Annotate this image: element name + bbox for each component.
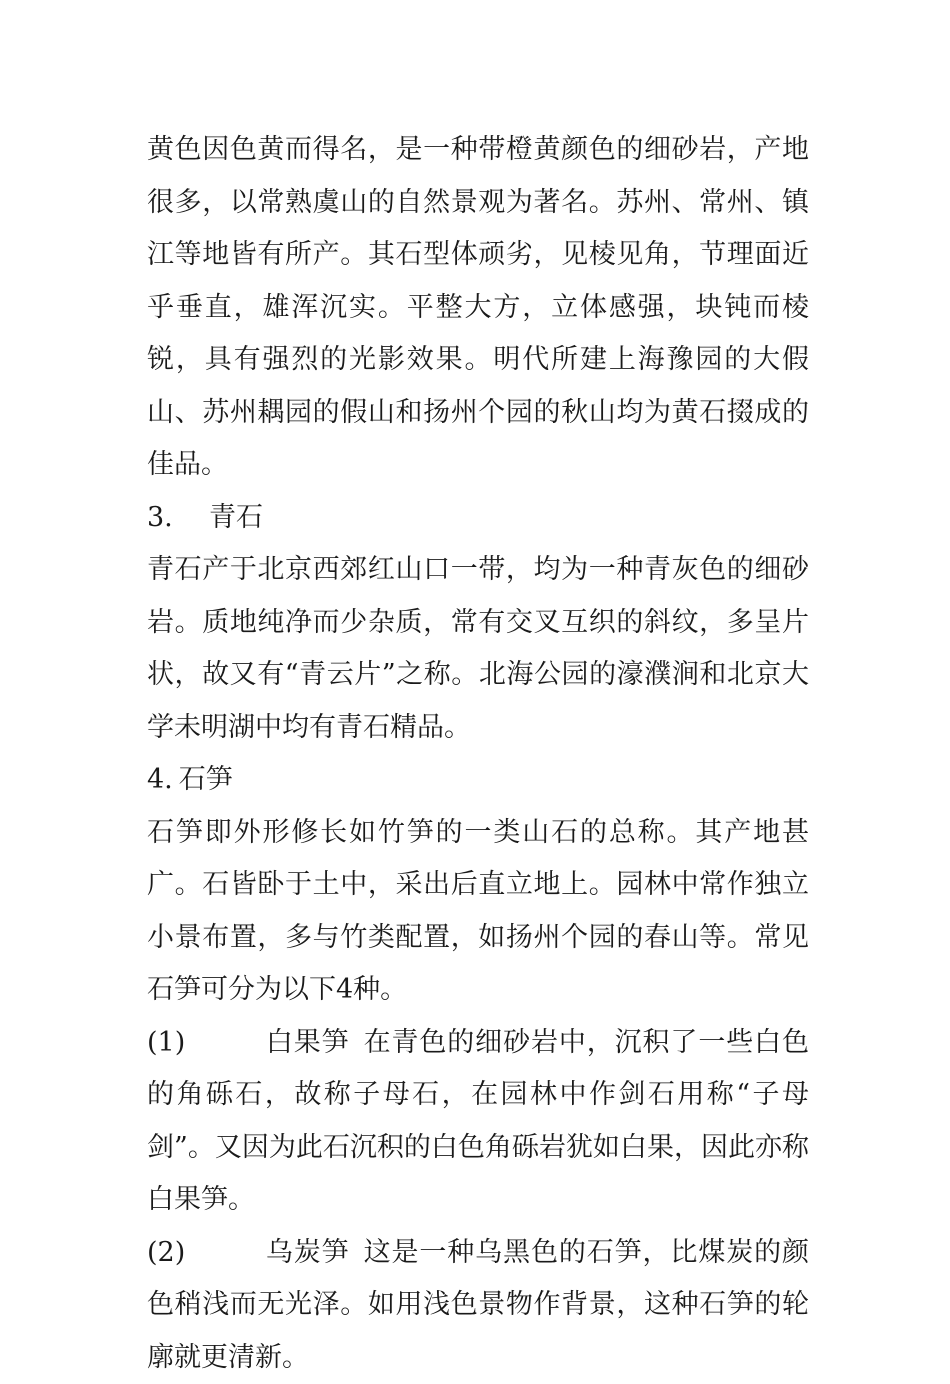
list-item-wutansun (147, 1227, 809, 1384)
qingshi-heading-title: 青石 (209, 502, 263, 533)
list-item-number: (1) (147, 1017, 265, 1070)
list-item-description: 在青色的细砂岩中，沉积了一些白色的角砾石，故称子母石，在园林中作剑石用称“子母剑”。又因为此石沉积的白色角砾岩犹如白果，因此亦称白果笋。 (147, 1027, 809, 1216)
shisun-paragraph: 石笋即外形修长如竹笋的一类山石的总称。其产地甚广。石皆卧于土中，采出后直立地上。园林中常作独立小景布置，多与竹类配置，如扬州个园的春山等。常见石笋可分为以下4种。 (147, 807, 809, 1017)
qingshi-heading-number: 3. (147, 492, 209, 545)
shisun-heading (147, 754, 809, 807)
list-item-baiguosun (147, 1017, 809, 1227)
list-item-term: 白果笋 (265, 1027, 350, 1058)
document-page (147, 124, 809, 1384)
shisun-heading-number: 4. (147, 754, 173, 807)
list-item-number: (2) (147, 1227, 265, 1280)
qingshi-paragraph: 青石产于北京西郊红山口一带，均为一种青灰色的细砂岩。质地纯净而少杂质，常有交叉互织的斜纹，多呈片状，故又有“青云片”之称。北海公园的濠濮涧和北京大学未明湖中均有青石精品。 (147, 544, 809, 754)
qingshi-heading (147, 492, 809, 545)
list-item-term: 乌炭笋 (265, 1237, 350, 1268)
list-item-description: 这是一种乌黑色的石笋，比煤炭的颜色稍浅而无光泽。如用浅色景物作背景，这种石笋的轮廓就更清新。 (147, 1237, 809, 1373)
huangshi-paragraph: 黄色因色黄而得名，是一种带橙黄颜色的细砂岩，产地很多，以常熟虞山的自然景观为著名。苏州、常州、镇江等地皆有所产。其石型体顽劣，见棱见角，节理面近乎垂直，雄浑沉实。平整大方，立体感强，块钝而棱锐，具有强烈的光影效果。明代所建上海豫园的大假山、苏州耦园的假山和扬州个园的秋山均为黄石掇成的佳品。 (147, 124, 809, 492)
shisun-heading-title: 石笋 (179, 764, 233, 795)
